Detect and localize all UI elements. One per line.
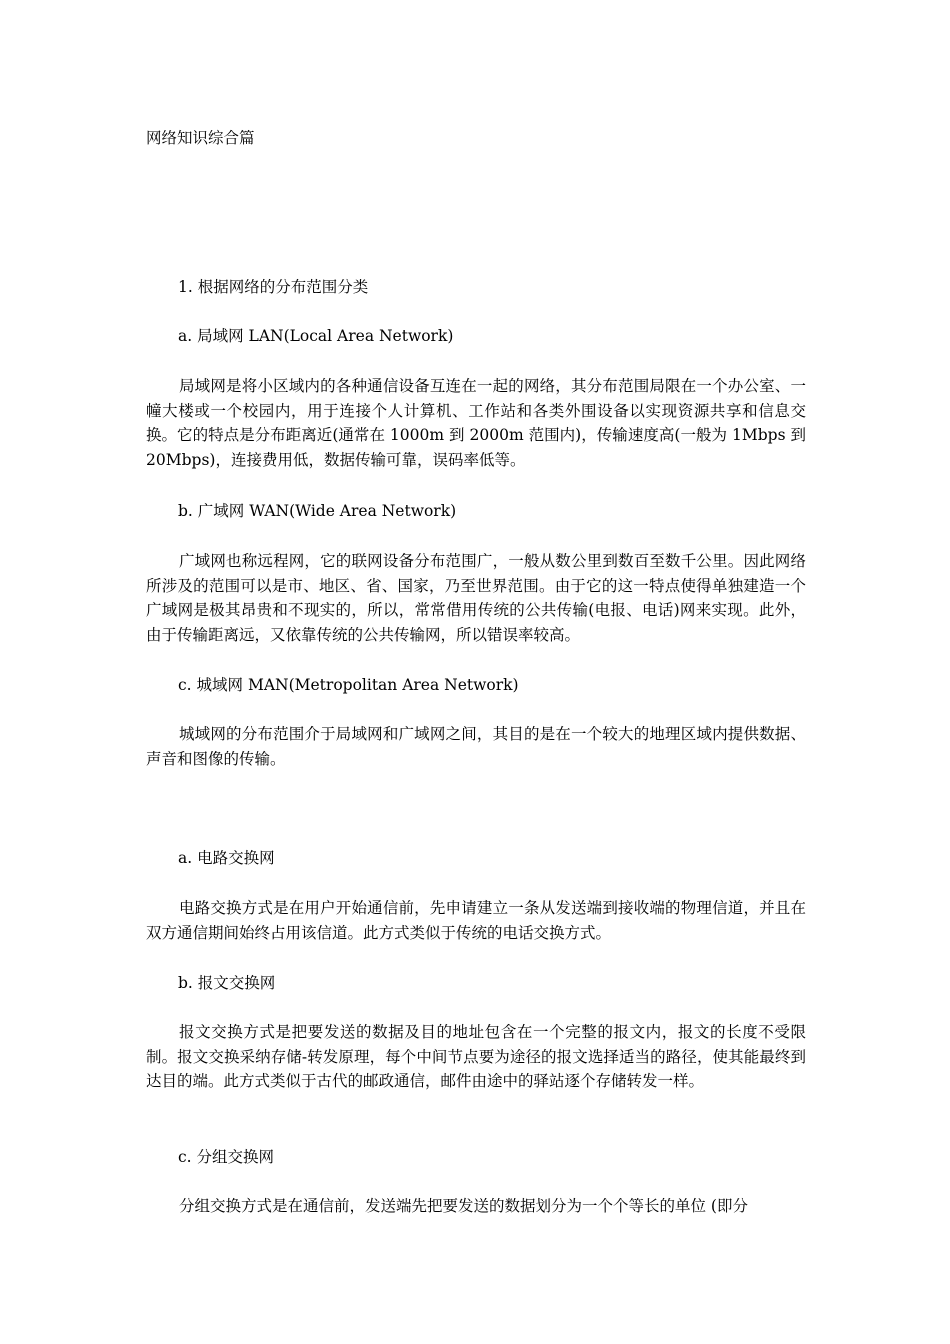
packet-switching-heading: c. 分组交换网 — [178, 1148, 275, 1166]
document-title: 网络知识综合篇 — [146, 129, 255, 147]
message-switching-heading: b. 报文交换网 — [178, 974, 276, 992]
section-heading-network-range: 1. 根据网络的分布范围分类 — [178, 278, 369, 296]
wan-paragraph: 广域网也称远程网，它的联网设备分布范围广，一般从数公里到数百至数千公里。因此网络所涉及的范围可以是市、地区、省、国家，乃至世界范围。由于它的这一特点使得单独建造一个广域网是极其昂贵和不现实的，所以，常常借用传统的公共传输(电报、电话)网来实现。此外，由于传输距离远，又依靠传统的公共传输网，所以错误率较高。 — [146, 552, 806, 644]
lan-paragraph: 局域网是将小区域内的各种通信设备互连在一起的网络，其分布范围局限在一个办公室、一幢大楼或一个校园内，用于连接个人计算机、工作站和各类外围设备以实现资源共享和信息交换。它的特点是分布距离近(通常在 1000m 到 2000m 范围内)，传输速度高(一般为 1Mbps 到 20Mbps)，连接费用低，数据传输可靠，误码率低等。 — [146, 377, 806, 469]
man-paragraph: 城域网的分布范围介于局域网和广域网之间，其目的是在一个较大的地理区域内提供数据、声音和图像的传输。 — [146, 725, 806, 768]
circuit-switching-paragraph: 电路交换方式是在用户开始通信前，先申请建立一条从发送端到接收端的物理信道，并且在双方通信期间始终占用该信道。此方式类似于传统的电话交换方式。 — [146, 899, 806, 942]
man-heading: c. 城域网 MAN(Metropolitan Area Network) — [178, 676, 519, 694]
packet-switching-paragraph: 分组交换方式是在通信前，发送端先把要发送的数据划分为一个个等长的单位 (即分 — [179, 1197, 748, 1215]
wan-heading: b. 广域网 WAN(Wide Area Network) — [178, 502, 457, 520]
circuit-switching-heading: a. 电路交换网 — [178, 849, 275, 867]
lan-heading: a. 局域网 LAN(Local Area Network) — [178, 327, 454, 345]
message-switching-paragraph: 报文交换方式是把要发送的数据及目的地址包含在一个完整的报文内，报文的长度不受限制。报文交换采纳存储-转发原理，每个中间节点要为途径的报文选择适当的路径，使其能最终到达目的端。此方式类似于古代的邮政通信，邮件由途中的驿站逐个存储转发一样。 — [146, 1023, 806, 1090]
